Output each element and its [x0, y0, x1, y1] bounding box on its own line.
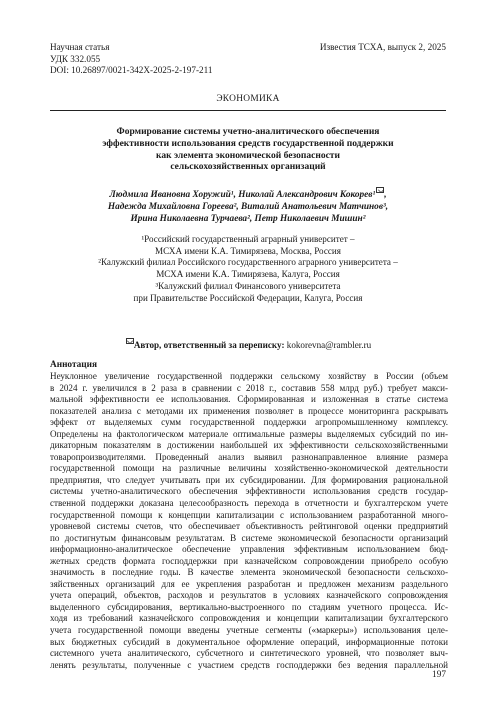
correspondence — [60, 338, 436, 350]
authors-line: Людмила Ивановна Хоружий¹, Николай Александрович Кокорев¹ , — [60, 187, 436, 202]
abstract-body — [50, 371, 448, 671]
envelope-icon — [126, 338, 134, 344]
abstract-line: уровневой системы счетов, что обеспечивает объективность рейтинговой оценки предприятий — [50, 521, 448, 532]
abstract-line: зяйственных организаций для ее укрепления разработан и предложен механизм раздельного — [50, 578, 448, 589]
article-type: Научная статья — [50, 42, 110, 52]
correspondence-label: Автор, ответственный за переписку: — [133, 340, 285, 351]
affiliation-line: МСХА имени К.А. Тимирязева, Москва, Россия — [155, 245, 341, 256]
affiliation-line: ³Калужский филиал Финансового университета — [155, 280, 341, 291]
abstract-line: Неуклонное увеличение государственной поддержки сельскому хозяйству в России (объем — [50, 371, 448, 381]
abstract-line: ственной поддержки доказана целесообразность перехода в отчетности и бухгалтерском учете — [50, 498, 448, 509]
header-left — [50, 42, 212, 77]
section-divider — [50, 110, 446, 111]
authors-line: Надежда Михайловна Гореева², Виталий Анатольевич Матчинов³, — [107, 201, 389, 212]
abstract-line: значимость в последние годы. В качестве элемента экономической безопасности сельскохо- — [50, 567, 448, 578]
udc-code: УДК 332.055 — [50, 53, 101, 64]
abstract-line: системного учета аналитического, субсчетного и синтетического уровней, что позволяет выч- — [50, 648, 448, 659]
authors — [60, 187, 436, 225]
title-line: как элемента экономической безопасности — [156, 150, 340, 161]
correspondence-email[interactable]: kokorevna@rambler.ru — [286, 340, 372, 351]
affiliation-line: ¹Российский государственный аграрный университет – — [141, 234, 355, 244]
header-right — [320, 42, 446, 54]
abstract-line: ленять результаты, полученные с участием средств господдержки без ведения параллельной — [50, 659, 448, 670]
abstract-line: государственной помощи к концепции капитализации с использованием разработанной много- — [50, 509, 448, 520]
abstract-line: Определены на фактологическом материале оптимальные размеры выделяемых субсидий по ин- — [50, 428, 448, 439]
abstract-line: в 2024 г. увеличился в 2 раза в сравнении с 2018 г., составив 558 млрд руб.) требует макси- — [50, 382, 448, 393]
abstract-line: ходя из требований казначейского сопровождения и концепции капитализации бухгалтерского — [50, 613, 448, 624]
abstract-line: государственной помощи на различные величины хозяйственно-экономической деятельности — [50, 463, 448, 474]
abstract-line: мальной эффективности ее использования. Сформированная и изложенная в статье система — [50, 394, 448, 405]
abstract-line: информационно-аналитическое обеспечение управления эффективным использованием бюд- — [50, 544, 448, 555]
abstract-line: дикаторным показателям в достижении наибольшей их эффективности сельскохозяйственными — [50, 440, 448, 451]
abstract-line: вых бюджетных субсидий в документальное оформление операций, информационные потоки — [50, 636, 448, 647]
abstract-heading: Аннотация — [50, 360, 98, 370]
affiliation-line: ²Калужский филиал Российского государственного аграрного университета – — [98, 257, 398, 268]
affiliation-line: при Правительстве Российской Федерации, Калуга, Россия — [133, 292, 363, 303]
authors-line: Ирина Николаевна Турчаева², Петр Николаевич Мишин² — [130, 213, 366, 224]
envelope-icon — [376, 187, 384, 193]
title-line: Формирование системы учетно-аналитического обеспечения — [116, 127, 380, 137]
article-title — [80, 127, 416, 174]
abstract-line: эффект от выделяемых сумм государственной поддержки агропромышленному комплексу. — [50, 417, 448, 428]
abstract-line: показателей анализа с методами их применения позволяет в процессе мониторинга раскрывать — [50, 405, 448, 416]
title-line: эффективности использования средств государственной поддержки — [102, 138, 394, 149]
abstract-line: учета операций, объектов, расходов и результатов в условиях казначейского сопровождения — [50, 590, 448, 601]
journal-issue: Известия ТСХА, выпуск 2, 2025 — [319, 42, 446, 52]
abstract-line: предприятия, что следует учитывать при их субсидировании. Для формирования рациональной — [50, 474, 448, 485]
abstract-line: товаропроизводителями. Проведенный анализ выявил разнонаправленное влияние размера — [50, 451, 448, 462]
abstract-line: системы учетно-аналитического обеспечения эффективности использования средств государ- — [50, 486, 448, 497]
doi: DOI: 10.26897/0021-342X-2025-2-197-211 — [50, 65, 213, 75]
affiliations — [60, 234, 436, 304]
title-line: сельскохозяйственных организаций — [170, 162, 326, 173]
section-title: ЭКОНОМИКА — [216, 94, 280, 104]
abstract-line: учета государственной помощи введены учетные сегменты («маркеры») использования целе- — [50, 625, 448, 636]
abstract-line: по достигнутым финансовым результатам. В системе экономической безопасности организаций — [50, 532, 448, 543]
affiliation-line: МСХА имени К.А. Тимирязева, Калуга, Россия — [156, 269, 340, 280]
page-number: 197 — [432, 670, 446, 680]
abstract-line: жетных средств формата господдержки при казначейском сопровождении приобрело особую — [50, 555, 448, 566]
abstract-line: выделенного субсидирования, вертикально-выстроенного по стадиям учетного процесса. Ис- — [50, 601, 448, 612]
authors-text: Людмила Ивановна Хоружий¹, Николай Александрович Кокорев¹ — [109, 190, 376, 201]
